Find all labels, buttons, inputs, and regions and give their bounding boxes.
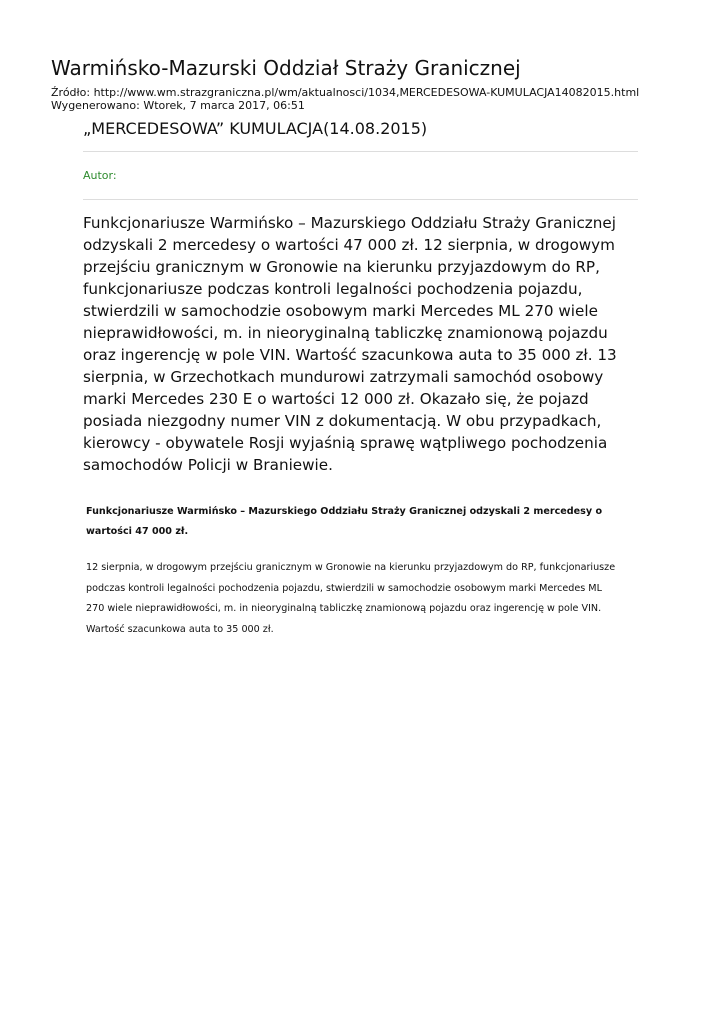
generated-line: Wygenerowano: Wtorek, 7 marca 2017, 06:51 — [51, 98, 305, 112]
article-lead: Funkcjonariusze Warmińsko – Mazurskiego Oddziału Straży Granicznej odzyskali 2 mercedesy o wartości 47 000 zł. 12 sierpnia, w drogowym przejściu granicznym w Gronowie na kierunku przyjazdowym do RP, funkcjonariusze podczas kontroli legalności pochodzenia pojazdu, stwierdzili w samochodzie osobowym marki Mercedes ML 270 wiele nieprawidłowości, m. in nieoryginalną tabliczkę znamionową pojazdu oraz ingerencję w pole VIN. Wartość szacunkowa auta to 35 000 zł. 13 sierpnia, w Grzechotkach mundurowi zatrzymali samochód osobowy marki Mercedes 230 E o wartości 12 000 zł. Okazało się, że pojazd posiada niezgodny numer VIN z dokumentacją. W obu przypadkach, kierowcy - obywatele Rosji wyjaśnią sprawę wątpliwego pochodzenia samochodów Policji w Braniewie. — [83, 214, 617, 474]
source-line: Źródło: http://www.wm.strazgraniczna.pl/wm/aktualnosci/1034,MERCEDESOWA-KUMULACJA14082015.html — [51, 86, 640, 99]
article-title: „MERCEDESOWA” KUMULACJA(14.08.2015) — [83, 119, 428, 138]
site-title: Warmińsko-Mazurski Oddział Straży Granicznej — [51, 56, 521, 80]
author-label: Autor: — [83, 169, 117, 182]
article — [83, 118, 638, 640]
document-meta — [51, 87, 639, 112]
title-divider — [83, 151, 638, 152]
article-body-paragraph: 12 sierpnia, w drogowym przejściu granicznym w Gronowie na kierunku przyjazdowym do RP, funkcjonariusze podczas kontroli legalności pochodzenia pojazdu, stwierdzili w samochodzie osobowym marki Mercedes ML 270 wiele nieprawidłowości, m. in nieoryginalną tabliczkę znamionową pojazdu oraz ingerencję w pole VIN. Wartość szacunkowa auta to 35 000 zł. — [86, 562, 616, 635]
article-bold-paragraph: Funkcjonariusze Warmińsko – Mazurskiego Oddziału Straży Granicznej odzyskali 2 mercedesy o wartości 47 000 zł. — [86, 506, 603, 537]
author-divider — [83, 199, 638, 200]
